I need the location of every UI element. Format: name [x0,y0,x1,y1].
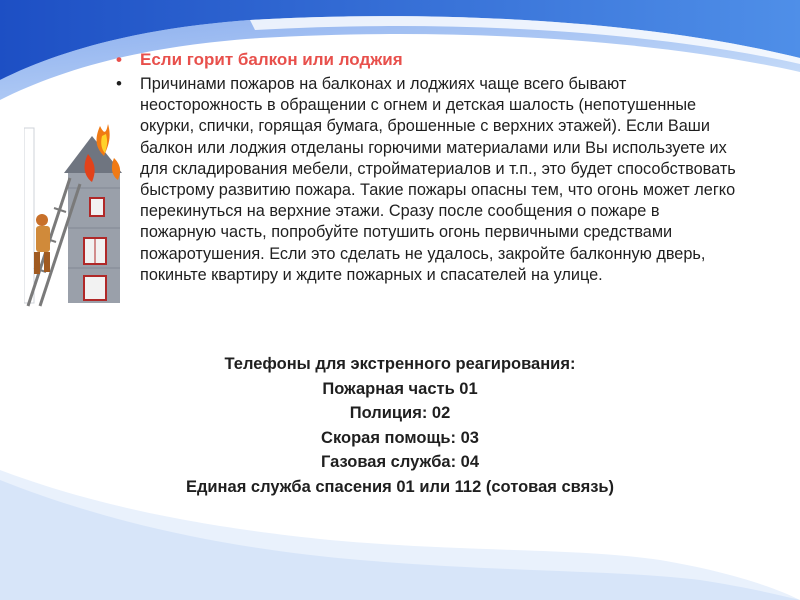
contact-line-rescue: Единая служба спасения 01 или 112 (сотовая связь) [185,477,615,496]
heading-text: Если горит балкон или лоджия [140,50,403,69]
contact-line-gas: Газовая служба: 04 [320,453,479,471]
contact-line-police: Полиция: 02 [349,404,451,422]
bullet-list [116,50,736,286]
slide-heading [116,50,736,70]
slide-paragraph [116,74,736,286]
contacts-title: Телефоны для экстренного реагирования: [224,355,576,373]
emergency-contacts [100,352,700,499]
contact-line-ambulance: Скорая помощь: 03 [321,428,479,447]
bullet-icon: • [116,74,122,93]
contact-line-fire: Пожарная часть 01 [322,379,478,398]
bullet-icon: • [116,50,122,69]
paragraph-text: Причинами пожаров на балконах и лоджиях чаще всего бывают неосторожность в обращении с огнем и детская шалость (непотушенные окурки, спички, горящая бумага, брошенные с верхних этажей). Если Ваши балкон или лоджия отделаны горючими материалами или Вы используете их для складирования мебели, стройматериалов и т.п., это будет способствовать быстрому развитию пожара. Такие пожары опасны тем, что огонь может легко перекинуться на верхние этажи. Сразу после сообщения о пожаре в пожарную часть, попробуйте потушить огонь первичными средствами пожаротушения. Если это сделать не удалось, закройте балконную дверь, покиньте квартиру и ждите пожарных и спасателей на улице. [140,75,736,284]
